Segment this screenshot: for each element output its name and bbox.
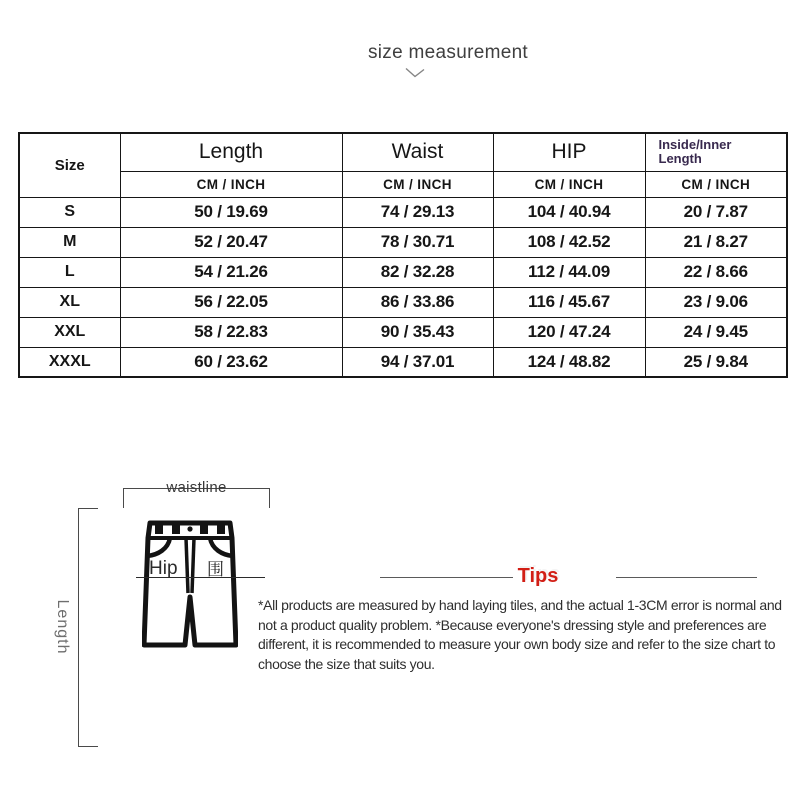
hip-cell: 124 / 48.82 (493, 347, 645, 377)
length-cell: 56 / 22.05 (120, 287, 342, 317)
size-table (18, 132, 788, 378)
size-cell: L (19, 257, 120, 287)
hip-cell: 116 / 45.67 (493, 287, 645, 317)
table-unit-row (19, 171, 787, 197)
unit-label: CM / INCH (342, 171, 493, 197)
table-row (19, 317, 787, 347)
inner-length-cell: 23 / 9.06 (645, 287, 787, 317)
length-cell: 58 / 22.83 (120, 317, 342, 347)
length-cell: 50 / 19.69 (120, 197, 342, 227)
inner-length-cell: 25 / 9.84 (645, 347, 787, 377)
hip-cell: 120 / 47.24 (493, 317, 645, 347)
table-header-inner-length-text: Inside/Inner Length (658, 136, 732, 167)
table-header-length: Length (120, 133, 342, 171)
size-cell: XL (19, 287, 120, 317)
tips-title: Tips (517, 565, 559, 587)
waist-cell: 94 / 37.01 (342, 347, 493, 377)
length-label: Length (54, 599, 71, 655)
page-title-text: size measurement (367, 42, 529, 63)
waist-cell: 78 / 30.71 (342, 227, 493, 257)
waistline-bracket (123, 479, 270, 508)
length-cell: 54 / 21.26 (120, 257, 342, 287)
chevron-down-icon (404, 67, 426, 79)
table-row (19, 347, 787, 377)
length-bracket (78, 508, 98, 747)
page-title (0, 42, 800, 64)
hip-cell: 104 / 40.94 (493, 197, 645, 227)
waist-cell: 90 / 35.43 (342, 317, 493, 347)
table-header-hip: HIP (493, 133, 645, 171)
table-header-waist: Waist (342, 133, 493, 171)
inner-length-cell: 24 / 9.45 (645, 317, 787, 347)
table-row (19, 227, 787, 257)
hip-circumference-label: 围 (207, 560, 224, 579)
hip-label: Hip (149, 558, 178, 579)
unit-label: CM / INCH (120, 171, 342, 197)
size-cell: M (19, 227, 120, 257)
length-cell: 60 / 23.62 (120, 347, 342, 377)
waist-cell: 74 / 29.13 (342, 197, 493, 227)
size-cell: S (19, 197, 120, 227)
inner-length-cell: 22 / 8.66 (645, 257, 787, 287)
tips-divider-left (380, 577, 513, 578)
table-row (19, 257, 787, 287)
waist-cell: 86 / 33.86 (342, 287, 493, 317)
waistline-label: waistline (166, 479, 227, 496)
table-row (19, 287, 787, 317)
hip-cell: 108 / 42.52 (493, 227, 645, 257)
table-row (19, 197, 787, 227)
hip-cell: 112 / 44.09 (493, 257, 645, 287)
length-cell: 52 / 20.47 (120, 227, 342, 257)
unit-label: CM / INCH (493, 171, 645, 197)
inner-length-cell: 21 / 8.27 (645, 227, 787, 257)
size-cell: XXL (19, 317, 120, 347)
waist-cell: 82 / 32.28 (342, 257, 493, 287)
table-header-size: Size (19, 133, 120, 197)
shorts-icon (142, 517, 238, 655)
inner-length-cell: 20 / 7.87 (645, 197, 787, 227)
size-cell: XXXL (19, 347, 120, 377)
hip-measure-line (136, 577, 265, 578)
tips-divider-right (616, 577, 757, 578)
table-header-row (19, 133, 787, 171)
tips-body: *All products are measured by hand laying tiles, and the actual 1-3CM error is normal and not a product quality problem. *Because everyone's dressing style and preferences are different, it is recommended to measure your own body size and refer to the size chart to choose the size that suits you. (258, 597, 782, 672)
unit-label: CM / INCH (645, 171, 787, 197)
table-header-inner-length (645, 133, 787, 171)
